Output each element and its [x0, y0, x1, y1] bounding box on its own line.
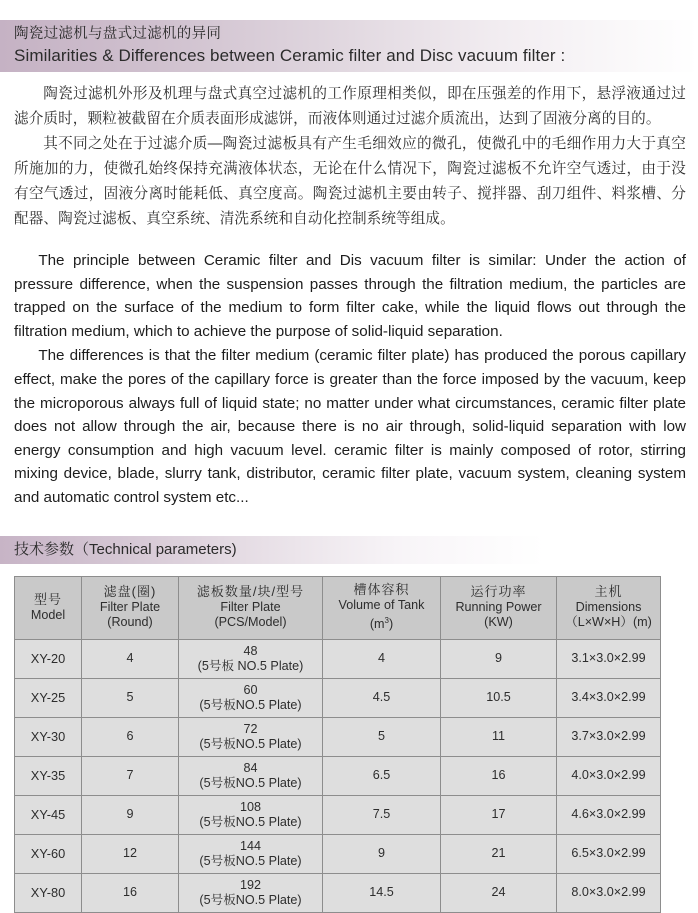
technical-parameters-table-wrap — [14, 576, 660, 913]
cell-filter-plate-round: 5 — [82, 678, 179, 717]
section-title-english: Similarities & Differences between Ceramic filter and Disc vacuum filter : — [14, 46, 566, 65]
cell-volume-of-tank: 9 — [323, 834, 441, 873]
header-cn-model: 型号 — [33, 592, 62, 608]
paragraph-cn-2: 其不同之处在于过滤介质—陶瓷过滤板具有产生毛细效应的微孔，使微孔中的毛细作用力大于真空所施加的力，使微孔始终保持充满液体状态，无论在什么情况下，陶瓷过滤板不允许空气透过，由于没有空气透过，固液分离时能耗低、真空度高。陶瓷过滤机主要由转子、搅拌器、刮刀组件、料浆槽、分配器、陶瓷过滤板、真空系统、清洗系统和自动化控制系统等组成。 — [14, 136, 686, 227]
cell-model: XY-35 — [15, 756, 82, 795]
table-row — [15, 795, 661, 834]
plate-count: 144 — [239, 838, 261, 853]
table-header-row — [15, 576, 661, 639]
cell-running-power: 9 — [441, 639, 557, 678]
cell-filter-plate-pcs — [179, 873, 323, 912]
header-en-model: Model — [30, 607, 66, 622]
cell-volume-of-tank: 7.5 — [323, 795, 441, 834]
cell-filter-plate-round: 12 — [82, 834, 179, 873]
header-cn-pcs: 滤板数量/块/型号 — [196, 584, 305, 600]
cell-filter-plate-pcs — [179, 639, 323, 678]
cell-filter-plate-pcs — [179, 795, 323, 834]
paragraph-en-2: The differences is that the filter medium (ceramic filter plate) has produced the porous capillary effect, make the pores of the capillary force is greater than the force imposed by the vacuum, keep the microporous always full of liquid state; no matter under what circumstances, ceramic filter plate does not allow through the air, because there is no air through, solid-liquid separation with low energy consumption and high vacuum level. ceramic filter is mainly composed of rotor, stirring mixing device, blade, slurry tank, distributor, ceramic filter plate, vacuum system, cleaning system and automatic control system etc... — [14, 347, 686, 506]
cell-volume-of-tank: 14.5 — [323, 873, 441, 912]
table-header — [15, 576, 661, 639]
plate-count: 84 — [243, 760, 258, 775]
cell-filter-plate-pcs — [179, 678, 323, 717]
cell-filter-plate-pcs — [179, 756, 323, 795]
plate-model: (5号板NO.5 Plate) — [199, 892, 302, 907]
cell-filter-plate-pcs — [179, 834, 323, 873]
table-row — [15, 756, 661, 795]
header-en-round: Filter Plate — [99, 599, 161, 614]
header-en-power: Running Power — [455, 599, 542, 614]
table-body — [15, 639, 661, 912]
header-unit-pcs: (PCS/Model) — [214, 615, 287, 630]
cell-dimensions: 3.7×3.0×2.99 — [557, 717, 661, 756]
section-title-chinese: 陶瓷过滤机与盘式过滤机的异同 — [14, 26, 222, 42]
cell-filter-plate-round: 7 — [82, 756, 179, 795]
header-cn-round: 滤盘(圈) — [103, 584, 157, 600]
plate-count: 48 — [243, 643, 258, 658]
header-unit-round: (Round) — [107, 615, 153, 630]
cell-running-power: 11 — [441, 717, 557, 756]
cell-model: XY-20 — [15, 639, 82, 678]
cell-model: XY-45 — [15, 795, 82, 834]
plate-model: (5号板NO.5 Plate) — [199, 775, 302, 790]
cell-running-power: 21 — [441, 834, 557, 873]
table-row — [15, 678, 661, 717]
header-unit-power: (KW) — [484, 615, 513, 630]
technical-parameters-table — [14, 576, 661, 913]
table-row — [15, 639, 661, 678]
cell-dimensions: 3.4×3.0×2.99 — [557, 678, 661, 717]
header-en-volume: Volume of Tank — [338, 597, 425, 612]
cell-volume-of-tank: 5 — [323, 717, 441, 756]
cell-volume-of-tank: 6.5 — [323, 756, 441, 795]
table-row — [15, 834, 661, 873]
column-header-volume-of-tank — [323, 576, 441, 639]
cell-dimensions: 4.0×3.0×2.99 — [557, 756, 661, 795]
plate-model: (5号板NO.5 Plate) — [199, 736, 302, 751]
plate-count: 60 — [243, 682, 258, 697]
cell-running-power: 17 — [441, 795, 557, 834]
cell-running-power: 24 — [441, 873, 557, 912]
plate-model: (5号板NO.5 Plate) — [199, 697, 302, 712]
table-row — [15, 717, 661, 756]
header-cn-volume: 槽体容积 — [353, 582, 410, 598]
cell-dimensions: 3.1×3.0×2.99 — [557, 639, 661, 678]
cell-volume-of-tank: 4 — [323, 639, 441, 678]
header-en-pcs: Filter Plate — [220, 599, 281, 614]
params-title-english: （Technical parameters) — [74, 540, 237, 558]
similarities-section-banner — [0, 20, 698, 72]
table-row — [15, 873, 661, 912]
plate-model: (5号板 NO.5 Plate) — [197, 658, 304, 673]
header-en-dimensions: Dimensions — [575, 599, 642, 614]
cell-model: XY-25 — [15, 678, 82, 717]
cell-volume-of-tank: 4.5 — [323, 678, 441, 717]
header-unit-volume: $(m^3)$ — [369, 616, 394, 632]
cell-dimensions: 8.0×3.0×2.99 — [557, 873, 661, 912]
cell-model: XY-80 — [15, 873, 82, 912]
cell-filter-plate-round: 9 — [82, 795, 179, 834]
params-title-chinese: 技术参数 — [14, 540, 75, 558]
technical-parameters-banner — [0, 536, 698, 564]
column-header-model — [15, 576, 82, 639]
plate-count: 72 — [243, 721, 258, 736]
cell-filter-plate-pcs — [179, 717, 323, 756]
plate-count: 108 — [239, 799, 261, 814]
paragraph-cn-1: 陶瓷过滤机外形及机理与盘式真空过滤机的工作原理相类似，即在压强差的作用下，悬浮液通过过滤介质时，颗粒被截留在介质表面形成滤饼，而液体则通过过滤介质流出，达到了固液分离的目的。 — [14, 86, 686, 127]
plate-count: 192 — [239, 877, 261, 892]
header-cn-dimensions: 主机 — [594, 584, 623, 600]
cell-dimensions: 4.6×3.0×2.99 — [557, 795, 661, 834]
cell-filter-plate-round: 6 — [82, 717, 179, 756]
plate-model: (5号板NO.5 Plate) — [199, 853, 302, 868]
cell-dimensions: 6.5×3.0×2.99 — [557, 834, 661, 873]
column-header-running-power — [441, 576, 557, 639]
plate-model: (5号板NO.5 Plate) — [199, 814, 302, 829]
article-body — [0, 82, 698, 510]
cell-filter-plate-round: 4 — [82, 639, 179, 678]
column-header-filter-plate-pcs — [179, 576, 323, 639]
header-cn-power: 运行功率 — [470, 584, 527, 600]
column-header-filter-plate-round — [82, 576, 179, 639]
cell-running-power: 10.5 — [441, 678, 557, 717]
cell-running-power: 16 — [441, 756, 557, 795]
column-header-dimensions — [557, 576, 661, 639]
cell-model: XY-30 — [15, 717, 82, 756]
paragraph-en-1: The principle between Ceramic filter and Dis vacuum filter is similar: Under the action of pressure difference, when the suspension passes through the filtration medium, the particles are trapped on the surface of the medium to form filter cake, while the liquid flows out through the filtration medium, which to achieve the purpose of solid-liquid separation. — [14, 252, 686, 340]
cell-filter-plate-round: 16 — [82, 873, 179, 912]
cell-model: XY-60 — [15, 834, 82, 873]
header-unit-dimensions: （L×W×H）(m) — [565, 615, 652, 630]
